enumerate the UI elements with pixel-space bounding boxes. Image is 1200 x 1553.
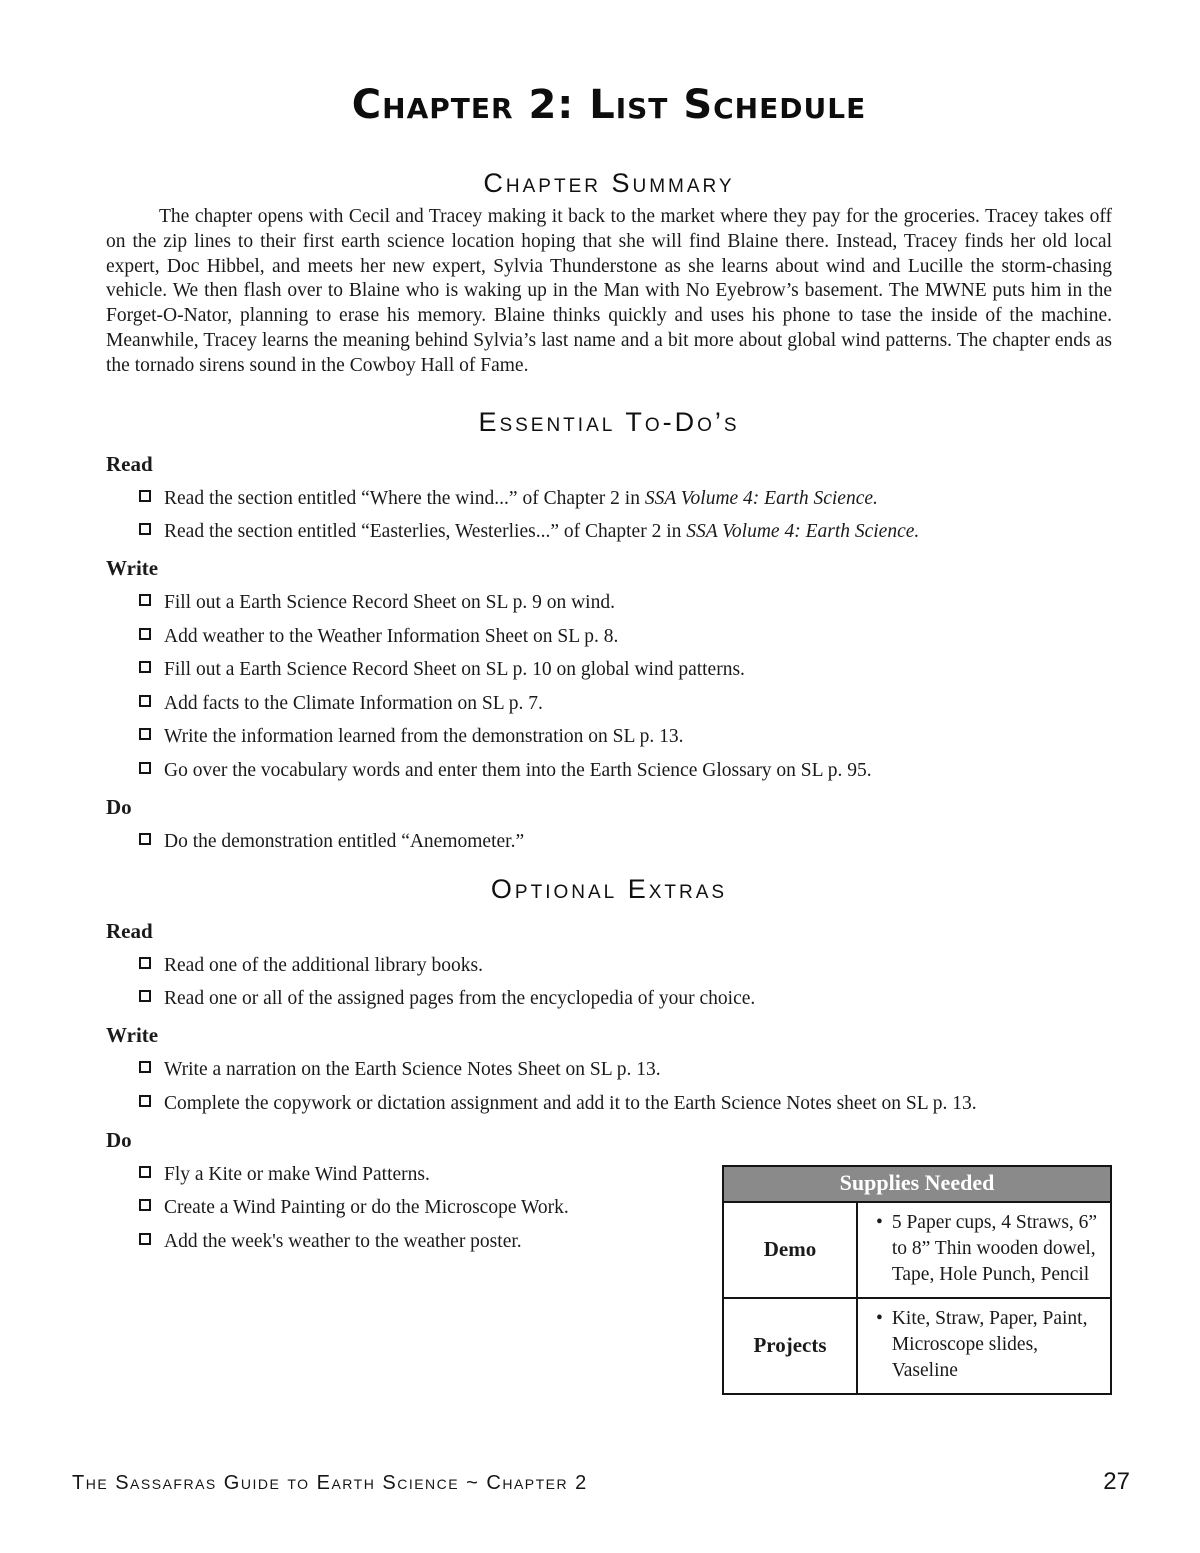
- todo-item-label: Read the section entitled “Where the wind...” of Chapter 2 in SSA Volume 4: Earth Science.: [164, 487, 878, 509]
- todo-item-label: Fly a Kite or make Wind Patterns.: [164, 1163, 430, 1185]
- todo-item: [139, 831, 1112, 852]
- todo-item: [139, 988, 1112, 1009]
- checkbox[interactable]: [139, 695, 151, 707]
- todo-item-label: Add weather to the Weather Information Sheet on SL p. 8.: [164, 625, 619, 647]
- page-footer: [72, 1468, 1130, 1496]
- table-row: [723, 1298, 1111, 1394]
- page-number: 27: [1103, 1468, 1130, 1495]
- checkbox[interactable]: [139, 957, 151, 969]
- checkbox[interactable]: [139, 628, 151, 640]
- todo-item-label: Read one of the additional library books.: [164, 954, 483, 976]
- checkbox[interactable]: [139, 1166, 151, 1178]
- checkbox[interactable]: [139, 490, 151, 502]
- checkbox[interactable]: [139, 728, 151, 740]
- checkbox[interactable]: [139, 833, 151, 845]
- supplies-row-items: [857, 1298, 1111, 1394]
- supplies-table-header: Supplies Needed: [723, 1166, 1111, 1202]
- todo-item: [139, 1093, 1112, 1114]
- todo-item-label: Add the week's weather to the weather poster.: [164, 1230, 522, 1252]
- supplies-needed-table: [722, 1165, 1112, 1395]
- supplies-row-label: Projects: [723, 1298, 857, 1394]
- essential-todos-heading: Essential To-Do’s: [478, 406, 740, 437]
- todo-item-label: Create a Wind Painting or do the Microscope Work.: [164, 1197, 569, 1219]
- todo-item: [139, 955, 1112, 976]
- supplies-items-text: Kite, Straw, Paper, Paint, Microscope slides, Vaseline: [891, 1307, 1088, 1381]
- todo-item-label: Write a narration on the Earth Science Notes Sheet on SL p. 13.: [164, 1059, 661, 1081]
- checkbox[interactable]: [139, 1233, 151, 1245]
- supplies-row-items: [857, 1202, 1111, 1298]
- todo-item: [139, 521, 1112, 542]
- footer-book-title: The Sassafras Guide to Earth Science ~ Chapter 2: [72, 1472, 588, 1494]
- checkbox[interactable]: [139, 1199, 151, 1211]
- essential-do-label: Do: [106, 794, 132, 819]
- todo-item-label: Do the demonstration entitled “Anemometer.”: [164, 830, 525, 852]
- optional-do-label: Do: [106, 1127, 132, 1152]
- todo-item: [139, 659, 1112, 680]
- optional-write-label: Write: [106, 1023, 159, 1048]
- checkbox[interactable]: [139, 594, 151, 606]
- todo-item: [139, 626, 1112, 647]
- todo-item: [139, 1231, 712, 1252]
- todo-item: [139, 726, 1112, 747]
- essential-write-label: Write: [106, 556, 159, 581]
- todo-item: [139, 592, 1112, 613]
- optional-extras-heading: Optional Extras: [490, 873, 728, 904]
- todo-item: [139, 488, 1112, 509]
- bullet-icon: •: [876, 1307, 883, 1329]
- todo-item: [139, 693, 1112, 714]
- todo-item-label: Go over the vocabulary words and enter them into the Earth Science Glossary on SL p. 95.: [164, 759, 872, 781]
- checkbox[interactable]: [139, 990, 151, 1002]
- todo-item: [139, 1059, 1112, 1080]
- todo-item: [139, 1164, 712, 1185]
- todo-item-label: Fill out a Earth Science Record Sheet on SL p. 10 on global wind patterns.: [164, 659, 745, 681]
- todo-item: [139, 760, 1112, 781]
- table-row: [723, 1202, 1111, 1298]
- checkbox[interactable]: [139, 762, 151, 774]
- essential-read-label: Read: [106, 451, 153, 476]
- checkbox[interactable]: [139, 523, 151, 535]
- supplies-items-text: 5 Paper cups, 4 Straws, 6” to 8” Thin wooden dowel, Tape, Hole Punch, Pencil: [891, 1211, 1098, 1285]
- todo-item-label: Fill out a Earth Science Record Sheet on SL p. 9 on wind.: [164, 592, 615, 614]
- bullet-icon: •: [876, 1211, 883, 1233]
- checkbox[interactable]: [139, 661, 151, 673]
- checkbox[interactable]: [139, 1061, 151, 1073]
- todo-item-label: Read one or all of the assigned pages from the encyclopedia of your choice.: [164, 988, 756, 1010]
- todo-item: [139, 1197, 712, 1218]
- optional-read-label: Read: [106, 918, 153, 943]
- checkbox[interactable]: [139, 1095, 151, 1107]
- page-title: Chapter 2: List Schedule: [351, 82, 867, 128]
- supplies-row-label: Demo: [723, 1202, 857, 1298]
- chapter-summary-heading: Chapter Summary: [483, 168, 735, 198]
- chapter-summary-paragraph: The chapter opens with Cecil and Tracey making it back to the market where they pay for the groceries. Tracey takes off on the zip lines to their first earth science location hoping that she will find Blaine there. Instead, Tracey finds her old local expert, Doc Hibbel, and meets her new expert, Sylvia Thunderstone as she learns about wind and Lucille the storm-chasing vehicle. We then flash over to Blaine who is waking up in the Man with No Eyebrow’s basement. The MWNE puts him in the Forget-O-Nator, planning to erase his memory. Blaine thinks quickly and uses his phone to tase the inside of the machine. Meanwhile, Tracey learns the meaning behind Sylvia’s last name and a bit more about global wind patterns. The chapter ends as the tornado sirens sound in the Cowboy Hall of Fame.: [106, 206, 1112, 376]
- todo-item-label: Read the section entitled “Easterlies, Westerlies...” of Chapter 2 in SSA Volume 4: Earth Science.: [164, 521, 920, 543]
- todo-item-label: Complete the copywork or dictation assignment and add it to the Earth Science Notes sheet on SL p. 13.: [164, 1092, 977, 1114]
- todo-item-label: Write the information learned from the demonstration on SL p. 13.: [164, 726, 684, 748]
- todo-item-label: Add facts to the Climate Information on SL p. 7.: [164, 692, 543, 714]
